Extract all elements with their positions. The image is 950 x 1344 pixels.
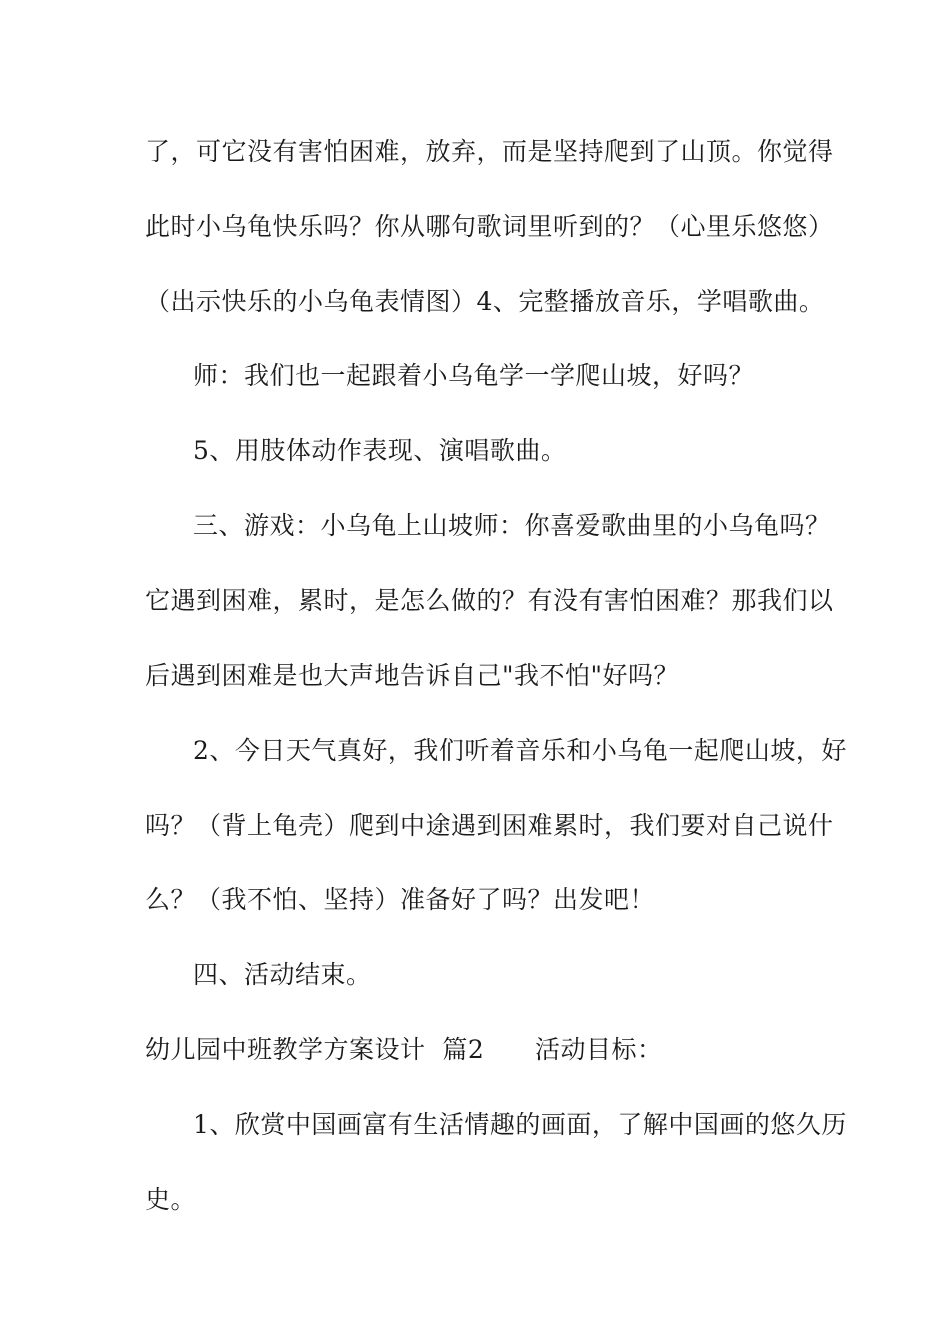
text-line: 它遇到困难，累时，是怎么做的？有没有害怕困难？那我们以 — [145, 586, 834, 615]
section-heading-game: 三、游戏：小乌龟上山坡师：你喜爱歌曲里的小乌龟吗？ — [193, 511, 831, 540]
text-line: 2、今日天气真好，我们听着音乐和小乌龟一起爬山坡，好 — [193, 736, 847, 765]
text-line: 了，可它没有害怕困难，放弃，而是坚持爬到了山顶。你觉得 — [145, 137, 834, 166]
text-line: 1、欣赏中国画富有生活情趣的画面，了解中国画的悠久历 — [193, 1110, 847, 1139]
text-line: 史。 — [145, 1185, 197, 1214]
text-line: 么？（我不怕、坚持）准备好了吗？出发吧！ — [145, 885, 656, 914]
text-line: 吗？（背上龟壳）爬到中途遇到困难累时，我们要对自己说什 — [145, 811, 834, 840]
text-line: 5、用肢体动作表现、演唱歌曲。 — [193, 436, 567, 465]
text-line: 师：我们也一起跟着小乌龟学一学爬山坡，好吗？ — [193, 361, 755, 390]
text-line: （出示快乐的小乌龟表情图）4、完整播放音乐，学唱歌曲。 — [145, 287, 825, 316]
text-line: 后遇到困难是也大声地告诉自己"我不怕"好吗？ — [145, 661, 679, 690]
section-title-part2: 幼儿园中班教学方案设计 篇2 活动目标： — [145, 1035, 663, 1064]
text-line: 此时小乌龟快乐吗？你从哪句歌词里听到的？（心里乐悠悠） — [145, 212, 834, 241]
section-heading-end: 四、活动结束。 — [193, 960, 372, 989]
